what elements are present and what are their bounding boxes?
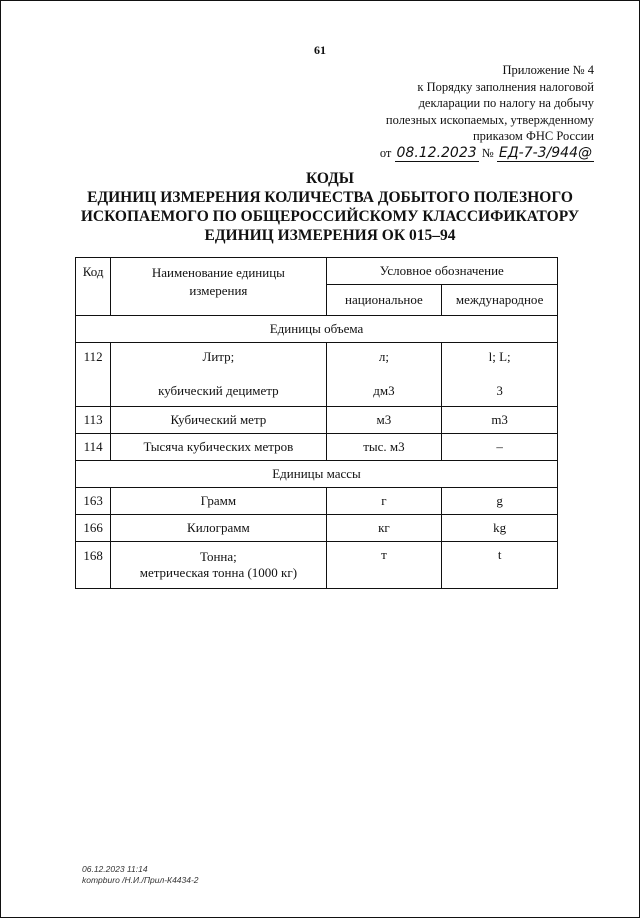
unit-name bbox=[111, 542, 326, 589]
unit-name-line: Тонна; bbox=[200, 548, 237, 564]
appendix-line: полезных ископаемых, утвержденному bbox=[385, 112, 594, 127]
table-row bbox=[76, 434, 558, 461]
order-from-label: от bbox=[379, 145, 392, 160]
header-name-line: Наименование единицы bbox=[151, 265, 285, 280]
appendix-block bbox=[334, 62, 594, 161]
title-line: КОДЫ bbox=[305, 170, 355, 187]
unit-name: Килограмм bbox=[111, 515, 326, 542]
appendix-line: к Порядку заполнения налоговой bbox=[417, 79, 594, 94]
unit-international: g bbox=[442, 488, 558, 515]
table-row bbox=[76, 488, 558, 515]
unit-code: 113 bbox=[76, 407, 111, 434]
header-name bbox=[111, 258, 326, 316]
order-number-label: № bbox=[481, 145, 494, 160]
order-date: 08.12.2023 bbox=[396, 144, 477, 161]
units-table bbox=[75, 257, 558, 589]
section-title: Единицы объема bbox=[76, 316, 558, 343]
table-row bbox=[76, 515, 558, 542]
footer-stamp bbox=[82, 864, 199, 886]
unit-national bbox=[326, 343, 442, 407]
title-line: ЕДИНИЦ ИЗМЕРЕНИЯ ОК 015–94 bbox=[204, 227, 456, 244]
unit-code: 166 bbox=[76, 515, 111, 542]
section-row bbox=[76, 461, 558, 488]
unit-national: тыс. м3 bbox=[326, 434, 442, 461]
unit-national: кг bbox=[326, 515, 442, 542]
header-code: Код bbox=[76, 258, 111, 316]
section-title: Единицы массы bbox=[76, 461, 558, 488]
header-name-line: измерения bbox=[189, 283, 248, 298]
unit-name-line: метрическая тонна (1000 кг) bbox=[139, 564, 298, 580]
unit-national-line: дм3 bbox=[373, 383, 395, 398]
unit-international: m3 bbox=[442, 407, 558, 434]
document-title bbox=[60, 169, 600, 245]
title-line: ИСКОПАЕМОГО ПО ОБЩЕРОССИЙСКОМУ КЛАССИФИКАТОРУ bbox=[80, 208, 580, 225]
unit-code: 163 bbox=[76, 488, 111, 515]
order-number: ЕД-7-3/944@ bbox=[498, 144, 592, 161]
appendix-line: декларации по налогу на добычу bbox=[418, 96, 594, 110]
footer-line: 06.12.2023 11:14 bbox=[82, 864, 148, 874]
unit-national: г bbox=[326, 488, 442, 515]
page-number: 61 bbox=[314, 43, 326, 57]
unit-code: 112 bbox=[76, 343, 111, 407]
order-line bbox=[334, 145, 594, 162]
table-row bbox=[76, 542, 558, 589]
footer-line: kompburo /Н.И./Прил-К4434-2 bbox=[82, 875, 199, 885]
unit-name bbox=[111, 343, 326, 407]
unit-name: Кубический метр bbox=[111, 407, 326, 434]
header-row bbox=[76, 258, 558, 285]
unit-international: kg bbox=[442, 515, 558, 542]
unit-code: 168 bbox=[76, 542, 111, 589]
unit-name-line: кубический дециметр bbox=[158, 383, 279, 398]
unit-international: – bbox=[442, 434, 558, 461]
unit-international bbox=[442, 343, 558, 407]
unit-name: Тысяча кубических метров bbox=[111, 434, 326, 461]
unit-international: t bbox=[442, 542, 558, 589]
table-row bbox=[76, 343, 558, 407]
appendix-line: приказом ФНС России bbox=[472, 129, 594, 143]
unit-code: 114 bbox=[76, 434, 111, 461]
unit-name-line: Литр; bbox=[202, 349, 235, 364]
unit-national: т bbox=[326, 542, 442, 589]
unit-name: Грамм bbox=[111, 488, 326, 515]
header-symbol: Условное обозначение bbox=[326, 258, 557, 285]
section-row bbox=[76, 316, 558, 343]
unit-international-line: l; L; bbox=[488, 349, 511, 364]
unit-international-line: 3 bbox=[496, 383, 503, 398]
header-international: международное bbox=[442, 285, 558, 316]
title-line: ЕДИНИЦ ИЗМЕРЕНИЯ КОЛИЧЕСТВА ДОБЫТОГО ПОЛЕЗНОГО bbox=[87, 189, 573, 206]
header-national: национальное bbox=[326, 285, 442, 316]
appendix-line: Приложение № 4 bbox=[502, 63, 594, 77]
unit-national-line: л; bbox=[378, 349, 389, 364]
table-row bbox=[76, 407, 558, 434]
unit-national: м3 bbox=[326, 407, 442, 434]
